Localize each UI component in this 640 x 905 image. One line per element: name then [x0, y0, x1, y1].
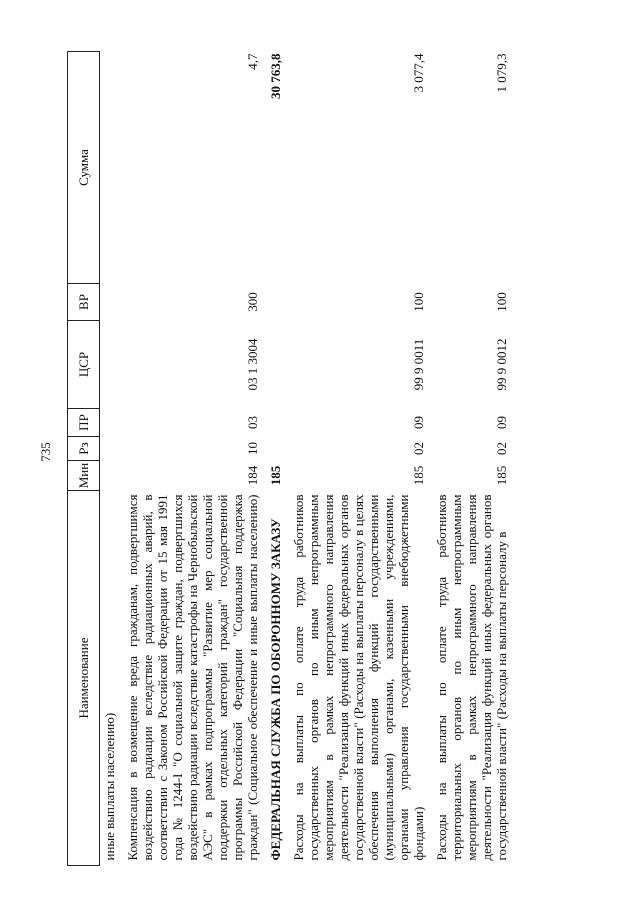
row-name: Компенсация в возмещение вреда гражданам, подвергшимся воздействию радиации вследствие радиационных аварий, в соответствии с Законом Российской Федерации от 15 мая 1991 года № 1244-I "О социальной защите граждан, подвергшихся воздействию радиации вследствие катастрофы на Чернобыльской АЭС" в рамках подпрограммы "Развитие мер социальной поддержки отдельных категорий граждан" государственной программы Российской Федерации "Социальная поддержка граждан" (Социальное обеспечение и иные выплаты населению) [125, 494, 260, 861]
row-rz: 02 [494, 442, 509, 455]
row-vr: 100 [494, 292, 509, 312]
row-vr [266, 284, 283, 321]
row-csr: 99 9 0011 [411, 338, 426, 391]
col-header-sum: Сумма [68, 52, 100, 284]
row-rz: 02 [411, 442, 426, 455]
col-header-min: Мин [68, 461, 100, 491]
row-min: 185 [494, 465, 509, 486]
row-pr [266, 409, 283, 437]
row-sum: 3 077,4 [411, 53, 426, 93]
col-header-csr: ЦСР [68, 321, 100, 409]
row-vr: 100 [411, 292, 426, 312]
page-number: 735 [38, 442, 53, 462]
row-min [100, 461, 118, 491]
row-sum [100, 52, 118, 284]
row-pr: 09 [411, 416, 426, 429]
row-sum: 4,7 [245, 53, 260, 70]
row-name: Расходы на выплаты по оплате труда работников территориальных органов по иным непрограммным мероприятиям в рамках непрограммного направления деятельности "Реализация функций иных федеральных органов государственной власти" (Расходы на выплаты персоналу в [434, 494, 509, 861]
row-name: иные выплаты населению) [102, 712, 117, 861]
row-csr: 99 9 0012 [494, 338, 509, 391]
table-row [289, 52, 426, 866]
row-name: Расходы на выплаты по оплате труда работников государственных органов по иным непрограммным мероприятиям в рамках непрограммного направления деятельности "Реализация функций иных федеральных органов государственной власти" (Расходы на выплаты персоналу в целях обеспечения выполнения функций государственными (муниципальными) органами, казенными учреждениями, органами управления государственными внебюджетными фондами) [291, 494, 426, 861]
row-csr: 03 1 3004 [245, 338, 260, 391]
row-min: 185 [411, 465, 426, 486]
budget-table [67, 51, 509, 866]
col-header-vr: ВР [68, 284, 100, 321]
row-pr [100, 409, 118, 437]
row-vr: 300 [245, 292, 260, 312]
row-pr: 09 [494, 416, 509, 429]
row-rz [100, 437, 118, 461]
row-min: 184 [245, 465, 260, 486]
row-pr: 03 [245, 416, 260, 429]
col-header-name: Наименование [68, 491, 100, 866]
col-header-pr: ПР [68, 409, 100, 437]
row-rz [266, 437, 283, 461]
table-row [123, 52, 260, 866]
row-csr [266, 321, 283, 409]
rotated-page [67, 52, 597, 866]
row-rz: 10 [245, 442, 260, 455]
table-row-heading [266, 52, 283, 866]
row-name: ФЕДЕРАЛЬНАЯ СЛУЖБА ПО ОБОРОННОМУ ЗАКАЗУ [268, 518, 283, 861]
row-csr [100, 321, 118, 409]
col-header-rz: Рз [68, 437, 100, 461]
table-header [68, 52, 100, 866]
table-row [100, 52, 118, 866]
row-vr [100, 284, 118, 321]
table-row [432, 52, 509, 866]
row-min: 185 [268, 465, 283, 486]
row-sum: 1 079,3 [494, 53, 509, 93]
row-sum: 30 763,8 [268, 53, 283, 99]
